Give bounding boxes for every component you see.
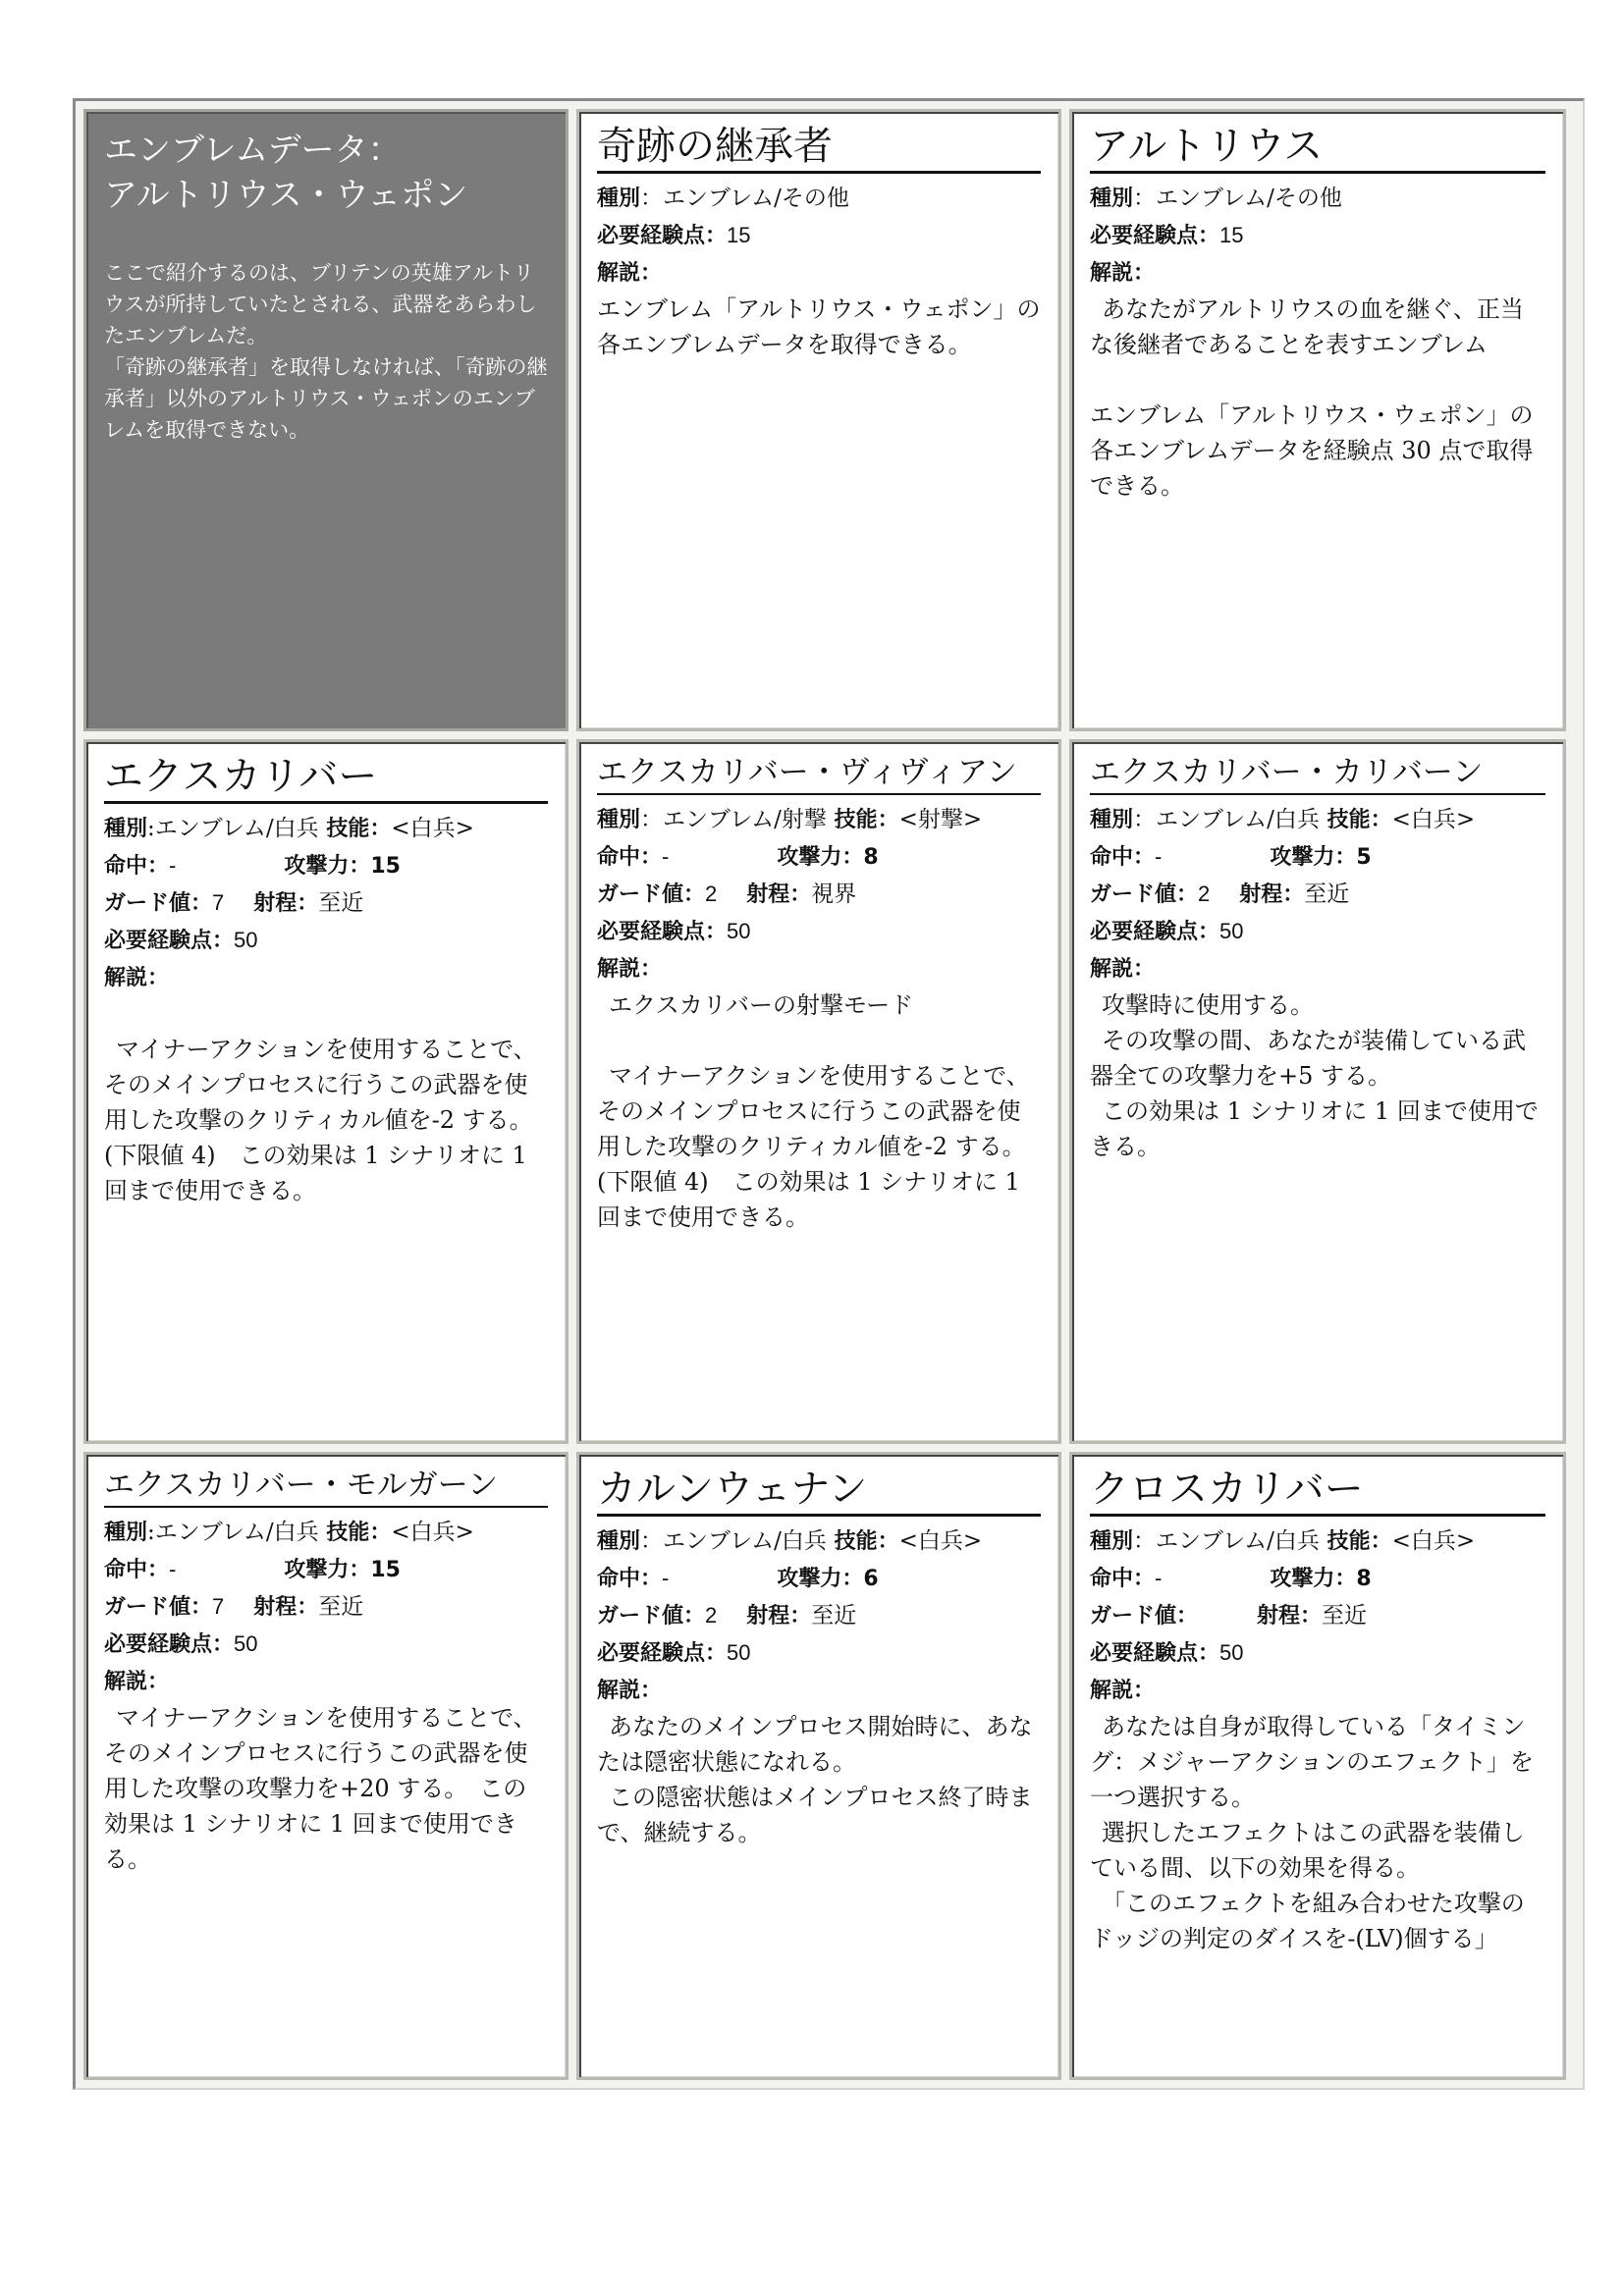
exp-value: 50 — [234, 1631, 258, 1656]
card-crosscaliber — [1069, 1452, 1566, 2080]
skill-label: 技能： — [834, 1529, 899, 1554]
desc-paragraph: その攻撃の間、あなたが装備している武器全ての攻撃力を+5 する。 — [1090, 1027, 1526, 1090]
type-label: 種別 — [104, 817, 148, 841]
guard-label: ガード値： — [597, 1604, 706, 1629]
hit-label: 命中： — [1090, 1567, 1156, 1591]
card-description — [1090, 988, 1545, 1164]
desc-label-text: 解説： — [597, 1679, 663, 1703]
desc-paragraph: エクスカリバーの射撃モード — [609, 991, 914, 1019]
exp-label: 必要経験点： — [104, 1632, 235, 1657]
skill-value: <白兵> — [1391, 807, 1476, 832]
exp-row — [597, 217, 1041, 254]
skill-label: 技能： — [326, 817, 392, 841]
guard-range-row — [597, 876, 1041, 913]
desc-label — [1090, 254, 1545, 292]
exp-label: 必要経験点： — [1090, 920, 1220, 944]
type-row — [597, 1522, 1041, 1560]
desc-paragraph: あなたがアルトリウスの血を継ぐ、正当な後継者であることを表すエンブレム — [1090, 295, 1524, 358]
exp-label: 必要経験点： — [1090, 1641, 1220, 1666]
guard-value: 2 — [1198, 881, 1211, 906]
hit-label: 命中： — [104, 1558, 170, 1582]
type-label: 種別 — [597, 187, 641, 211]
range-value: 視界 — [811, 881, 857, 907]
desc-label-text: 解説： — [104, 966, 170, 990]
card-excalibur-caliburn — [1069, 739, 1566, 1444]
skill-label: 技能： — [1326, 1529, 1392, 1554]
desc-paragraph: マイナーアクションを使用することで、そのメインプロセスに行うこの武器を使用した攻撃のクリティカル値を-2 する。(下限値 4) この効果は 1 シナリオに 1 回まで使用できる。 — [597, 1062, 1030, 1231]
range-value: 至近 — [318, 1594, 364, 1620]
attack-label: 攻撃力： — [1270, 1567, 1357, 1591]
desc-label — [104, 1663, 548, 1700]
guard-range-row — [1090, 1597, 1545, 1634]
hit-value: - — [1155, 1566, 1163, 1590]
intro-title-line: アルトリウス・ウェポン — [104, 176, 468, 215]
intro-title-line: エンブレムデータ： — [104, 131, 402, 170]
type-row — [104, 1514, 548, 1551]
card-excalibur — [83, 739, 568, 1444]
attack-value: 8 — [863, 845, 879, 870]
guard-range-row — [1090, 876, 1545, 913]
hit-label: 命中： — [104, 854, 170, 879]
attack-value: 5 — [1356, 845, 1372, 870]
card-title: エクスカリバー・カリバーン — [1090, 752, 1545, 795]
skill-label: 技能： — [1326, 808, 1392, 832]
hit-attack-row — [1090, 838, 1545, 876]
hit-value: - — [662, 1566, 670, 1590]
range-value: 至近 — [1304, 881, 1350, 907]
skill-value: <白兵> — [391, 1520, 474, 1545]
attack-label: 攻撃力： — [777, 1567, 864, 1591]
desc-label — [1090, 1672, 1545, 1709]
range-label: 射程： — [253, 891, 319, 916]
range-label: 射程： — [746, 1604, 812, 1629]
card-title: アルトリウス — [1090, 122, 1545, 174]
desc-paragraph: この隠密状態はメインプロセス終了時まで、継続する。 — [597, 1784, 1033, 1846]
type-value: ：エンブレム/白兵 — [1133, 807, 1320, 832]
intro-body — [104, 257, 548, 446]
attack-value: 6 — [863, 1567, 879, 1591]
desc-label — [597, 1672, 1041, 1709]
skill-value: <白兵> — [391, 816, 474, 841]
desc-label-text: 解説： — [1090, 1679, 1156, 1703]
exp-row — [1090, 217, 1545, 254]
guard-range-row — [597, 1597, 1041, 1634]
exp-value: 15 — [1219, 223, 1244, 247]
type-value: ：エンブレム/白兵 — [1133, 1528, 1320, 1554]
attack-value: 15 — [370, 1558, 401, 1582]
skill-label: 技能： — [326, 1521, 392, 1545]
exp-value: 50 — [727, 919, 751, 943]
exp-row — [104, 922, 548, 959]
exp-row — [597, 1634, 1041, 1672]
desc-spacer — [597, 1023, 1041, 1058]
type-value: :エンブレム/白兵 — [147, 1520, 319, 1545]
desc-paragraph: マイナーアクションを使用することで、そのメインプロセスに行うこの武器を使用した攻撃のクリティカル値を-2 する。(下限値 4) この効果は 1 シナリオに 1 回まで使用できる。 — [104, 1036, 537, 1204]
exp-value: 50 — [1219, 1640, 1244, 1665]
type-label: 種別 — [1090, 1529, 1134, 1554]
exp-value: 50 — [727, 1640, 751, 1665]
card-carnwennan — [576, 1452, 1061, 2080]
card-description — [104, 996, 548, 1208]
intro-card — [83, 109, 568, 731]
card-title: クロスカリバー — [1090, 1465, 1545, 1517]
type-row — [1090, 180, 1545, 217]
desc-label — [597, 254, 1041, 292]
hit-attack-row — [597, 838, 1041, 876]
exp-label: 必要経験点： — [597, 1641, 728, 1666]
exp-row — [1090, 1634, 1545, 1672]
hit-attack-row — [104, 1551, 548, 1588]
desc-label-text: 解説： — [1090, 957, 1156, 982]
range-value: 至近 — [811, 1603, 857, 1629]
desc-label-text: 解説： — [1090, 261, 1156, 286]
desc-label — [104, 959, 548, 996]
type-value: ：エンブレム/白兵 — [640, 1528, 827, 1554]
type-row — [104, 810, 548, 847]
type-value: :エンブレム/白兵 — [147, 816, 319, 841]
exp-label: 必要経験点： — [1090, 224, 1220, 248]
desc-paragraph: 「このエフェクトを組み合わせた攻撃のドッジの判定のダイスを-(LV)個する」 — [1090, 1890, 1525, 1952]
desc-paragraph: 選択したエフェクトはこの武器を装備している間、以下の効果を得る。 — [1090, 1819, 1525, 1882]
attack-value: 8 — [1356, 1567, 1372, 1591]
card-sheet — [73, 98, 1585, 2090]
range-value: 至近 — [318, 890, 364, 916]
desc-label-text: 解説： — [104, 1670, 170, 1694]
desc-label — [1090, 950, 1545, 988]
hit-value: - — [662, 844, 670, 869]
range-label: 射程： — [746, 882, 812, 907]
type-row — [1090, 1522, 1545, 1560]
exp-label: 必要経験点： — [104, 929, 235, 953]
guard-label: ガード値： — [1090, 1604, 1199, 1629]
type-label: 種別 — [1090, 808, 1134, 832]
hit-attack-row — [597, 1560, 1041, 1597]
type-label: 種別 — [1090, 187, 1134, 211]
hit-value: - — [169, 853, 177, 878]
guard-label: ガード値： — [1090, 882, 1199, 907]
desc-paragraph: あなたは自身が取得している「タイミング：メジャーアクションのエフェクト」を一つ選択する。 — [1090, 1713, 1534, 1811]
type-label: 種別 — [597, 1529, 641, 1554]
range-label: 射程： — [253, 1595, 319, 1620]
skill-value: <射撃> — [898, 807, 983, 832]
desc-spacer — [104, 996, 548, 1032]
hit-label: 命中： — [1090, 845, 1156, 870]
guard-label: ガード値： — [597, 882, 706, 907]
card-description — [104, 1700, 548, 1877]
hit-value: - — [169, 1557, 177, 1581]
card-description — [1090, 292, 1545, 504]
desc-label-text: 解説： — [597, 261, 663, 286]
card-description — [597, 292, 1041, 362]
card-title: エクスカリバー・ヴィヴィアン — [597, 752, 1041, 795]
card-title: カルンウェナン — [597, 1465, 1041, 1517]
guard-value: 2 — [705, 1603, 718, 1628]
type-value: ：エンブレム/射撃 — [640, 807, 827, 832]
guard-value: 2 — [705, 881, 718, 906]
type-label: 種別 — [104, 1521, 148, 1545]
type-value: ：エンブレム/その他 — [1133, 186, 1342, 211]
attack-value: 15 — [370, 854, 401, 879]
range-value: 至近 — [1322, 1603, 1368, 1629]
hit-attack-row — [1090, 1560, 1545, 1597]
card-description — [597, 1709, 1041, 1850]
exp-row — [104, 1626, 548, 1663]
hit-label: 命中： — [597, 845, 663, 870]
range-label: 射程： — [1239, 882, 1305, 907]
hit-attack-row — [104, 847, 548, 884]
card-excalibur-morgan — [83, 1452, 568, 2080]
desc-label — [597, 950, 1041, 988]
card-artorius — [1069, 109, 1566, 731]
skill-value: <白兵> — [1391, 1528, 1476, 1554]
guard-label: ガード値： — [104, 891, 213, 916]
intro-title — [104, 128, 548, 218]
type-label: 種別 — [597, 808, 641, 832]
attack-label: 攻撃力： — [1270, 845, 1357, 870]
guard-range-row — [104, 884, 548, 922]
card-description — [1090, 1709, 1545, 1956]
desc-paragraph: エンブレム「アルトリウス・ウェポン」の各エンブレムデータを経験点 30 点で取得できる。 — [1090, 401, 1534, 500]
guard-value: 7 — [212, 1594, 225, 1619]
exp-row — [597, 913, 1041, 950]
attack-label: 攻撃力： — [777, 845, 864, 870]
type-row — [1090, 801, 1545, 838]
attack-label: 攻撃力： — [284, 854, 371, 879]
guard-range-row — [104, 1588, 548, 1626]
type-value: ：エンブレム/その他 — [640, 186, 849, 211]
exp-label: 必要経験点： — [597, 920, 728, 944]
exp-value: 50 — [234, 928, 258, 952]
desc-paragraph: エンブレム「アルトリウス・ウェポン」の各エンブレムデータを取得できる。 — [597, 295, 1041, 358]
type-row — [597, 180, 1041, 217]
desc-spacer — [1090, 362, 1545, 398]
desc-paragraph: マイナーアクションを使用することで、そのメインプロセスに行うこの武器を使用した攻撃の攻撃力を+20 する。 この効果は 1 シナリオに 1 回まで使用できる。 — [104, 1704, 537, 1873]
skill-label: 技能： — [834, 808, 899, 832]
attack-label: 攻撃力： — [284, 1558, 371, 1582]
desc-paragraph: 攻撃時に使用する。 — [1102, 991, 1314, 1019]
guard-label: ガード値： — [104, 1595, 213, 1620]
card-title: エクスカリバー・モルガーン — [104, 1465, 548, 1508]
skill-value: <白兵> — [898, 1528, 983, 1554]
exp-value: 15 — [727, 223, 751, 247]
card-kiseki-no-keishousha — [576, 109, 1061, 731]
card-title: 奇跡の継承者 — [597, 122, 1041, 174]
card-excalibur-vivian — [576, 739, 1061, 1444]
exp-label: 必要経験点： — [597, 224, 728, 248]
intro-paragraph: ここで紹介するのは、ブリテンの英雄アルトリウスが所持していたとされる、武器をあらわしたエンブレムだ。 — [104, 261, 537, 347]
exp-value: 50 — [1219, 919, 1244, 943]
type-row — [597, 801, 1041, 838]
desc-paragraph: この効果は 1 シナリオに 1 回まで使用できる。 — [1090, 1097, 1539, 1160]
desc-label-text: 解説： — [597, 957, 663, 982]
desc-paragraph: あなたのメインプロセス開始時に、あなたは隠密状態になれる。 — [597, 1713, 1033, 1776]
exp-row — [1090, 913, 1545, 950]
hit-value: - — [1155, 844, 1163, 869]
card-description — [597, 988, 1041, 1235]
card-title: エクスカリバー — [104, 752, 548, 804]
hit-label: 命中： — [597, 1567, 663, 1591]
intro-paragraph: 「奇跡の継承者」を取得しなければ、「奇跡の継承者」以外のアルトリウス・ウェポンのエンブレムを取得できない。 — [104, 355, 548, 442]
range-label: 射程： — [1257, 1604, 1323, 1629]
guard-value: 7 — [212, 890, 225, 915]
